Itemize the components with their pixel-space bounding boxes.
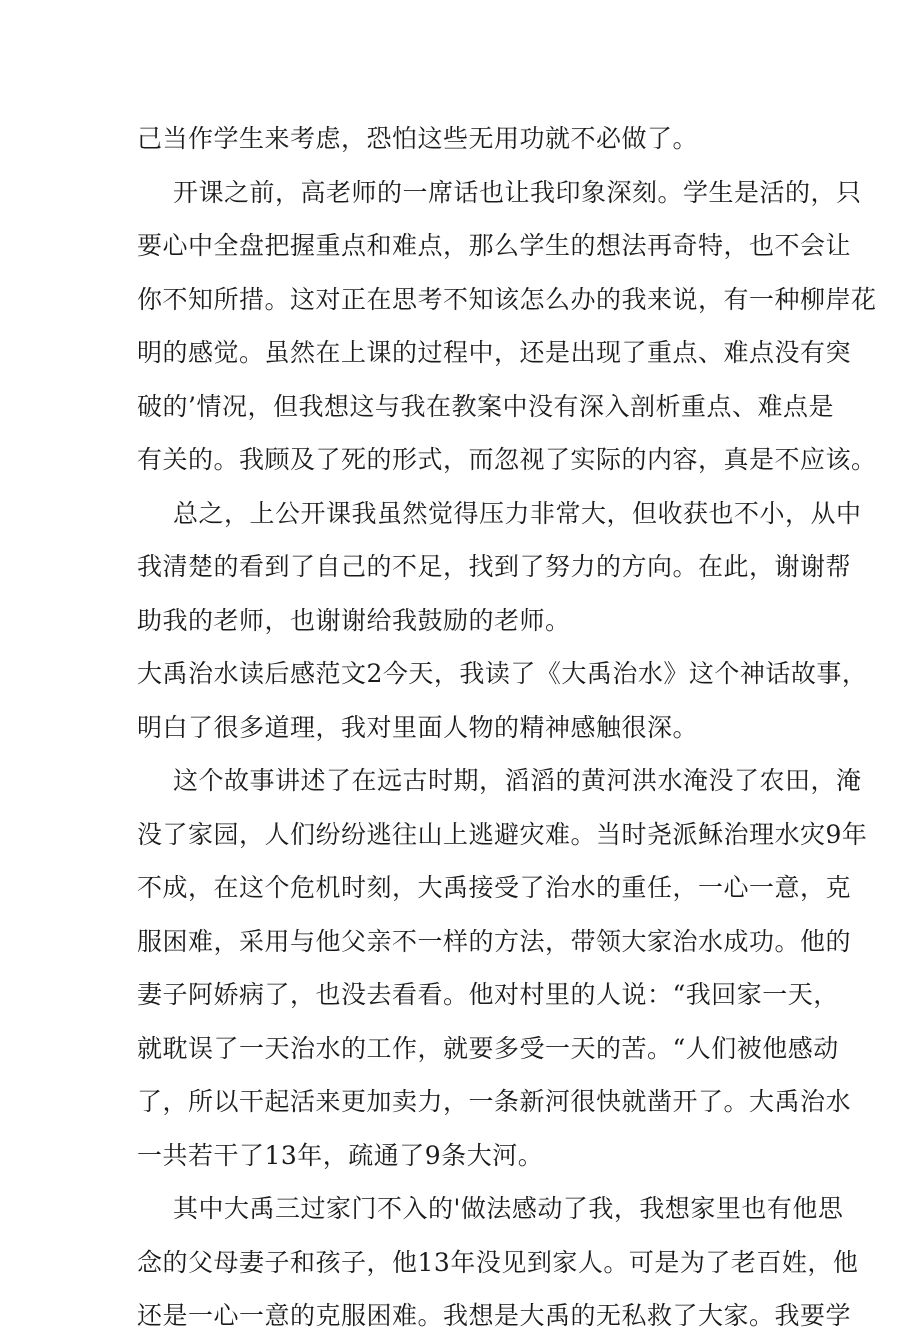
text-line-1: 己当作学生来考虑，恐怕这些无用功就不必做了。 [137,124,699,153]
text-line-9: 我清楚的看到了自己的不足，找到了努力的方向。在此，谢谢帮 [137,552,852,581]
text-line-6: 破的’情况，但我想这与我在教案中没有深入剖析重点、难点是 [137,391,834,421]
text-line-2: 开课之前，高老师的一席话也让我印象深刻。学生是活的，只 [173,177,862,207]
text-line-17: 妻子阿娇病了，也没去看看。他对村里的人说：“我回家一天， [137,980,839,1009]
text-line-13: 这个故事讲述了在远古时期，滔滔的黄河洪水淹没了农田，淹 [173,766,862,795]
text-line-16: 服困难，采用与他父亲不一样的方法，带领大家治水成功。他的 [137,926,852,956]
text-line-18: 就耽误了一天治水的工作，就要多受一天的苦。“人们被他感动 [137,1033,839,1063]
text-line-3: 要心中全盘把握重点和难点，那么学生的想法再奇特，也不会让 [137,231,852,260]
text-line-21: 其中大禹三过家门不入的'做法感动了我，我想家里也有他思 [173,1194,844,1223]
text-line-7: 有关的。我顾及了死的形式，而忽视了实际的内容，真是不应该。 [137,445,877,474]
text-line-23: 还是一心一意的克服困难。我想是大禹的无私救了大家。我要学 [137,1301,852,1330]
text-line-8: 总之，上公开课我虽然觉得压力非常大，但收获也不小，从中 [173,498,862,528]
text-line-10: 助我的老师，也谢谢给我鼓励的老师。 [137,605,571,635]
text-line-4: 你不知所措。这对正在思考不知该怎么办的我来说，有一种柳岸花 [137,284,877,314]
text-line-11: 大禹治水读后感范文2今天，我读了《大禹治水》这个神话故事， [137,659,868,688]
text-line-22: 念的父母妻子和孩子，他13年没见到家人。可是为了老百姓，他 [137,1247,859,1277]
text-line-5: 明的感觉。虽然在上课的过程中，还是出现了重点、难点没有突 [137,338,852,367]
document-body [137,112,877,1343]
text-line-14: 没了家园，人们纷纷逃往山上逃避灾难。当时尧派稣治理水灾9年 [137,819,868,849]
text-line-20: 一共若干了13年，疏通了9条大河。 [137,1140,544,1170]
text-line-12: 明白了很多道理，我对里面人物的精神感触很深。 [137,712,699,742]
text-line-19: 了，所以干起活来更加卖力，一条新河很快就凿开了。大禹治水 [137,1087,852,1116]
text-line-15: 不成，在这个危机时刻，大禹接受了治水的重任，一心一意，克 [137,873,852,902]
